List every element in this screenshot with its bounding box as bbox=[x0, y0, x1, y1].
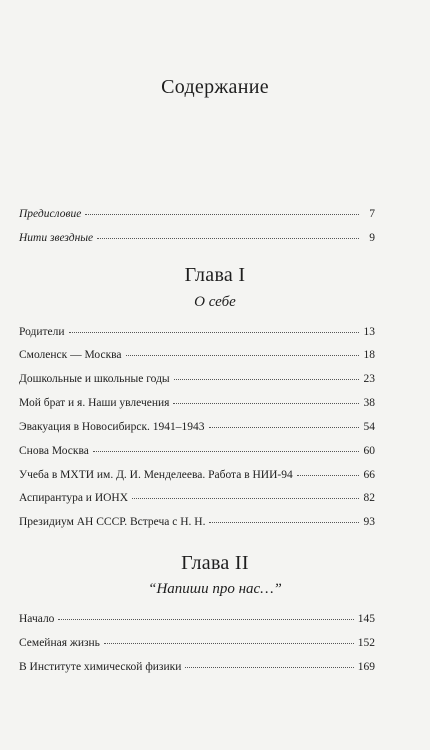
chapter-title: Глава II bbox=[181, 552, 249, 574]
toc-entry-label: Семейная жизнь bbox=[19, 637, 100, 649]
chapter-subtitle: “Напиши про нас…” bbox=[148, 581, 282, 597]
toc-entry-label: Эвакуация в Новосибирск. 1941–1943 bbox=[19, 421, 205, 433]
toc-entry bbox=[19, 636, 375, 650]
dot-leader bbox=[97, 237, 359, 239]
toc-entry bbox=[19, 515, 375, 529]
toc-entry-page: 13 bbox=[363, 326, 375, 338]
toc-entry-page: 145 bbox=[357, 613, 375, 625]
dot-leader bbox=[85, 213, 359, 215]
toc-entry bbox=[19, 660, 375, 674]
dot-leader bbox=[174, 378, 359, 380]
toc-entry-page: 23 bbox=[363, 373, 375, 385]
toc-entry-page: 169 bbox=[357, 661, 375, 673]
toc-entry-label: Президиум АН СССР. Встреча с Н. Н. bbox=[19, 516, 206, 528]
toc-entry bbox=[19, 325, 375, 339]
toc-entry-page: 93 bbox=[363, 516, 375, 528]
dot-leader bbox=[104, 642, 354, 644]
toc-entry bbox=[19, 491, 375, 505]
toc-entry-label: Начало bbox=[19, 613, 55, 625]
dot-leader bbox=[69, 331, 359, 333]
chapter-subtitle: О себе bbox=[194, 294, 236, 310]
dot-leader bbox=[209, 426, 359, 428]
toc-entry bbox=[19, 372, 375, 386]
toc-entry bbox=[19, 231, 375, 245]
toc-entry-page: 7 bbox=[369, 208, 375, 220]
toc-entry-page: 82 bbox=[363, 492, 375, 504]
toc-entry-page: 38 bbox=[363, 397, 375, 409]
dot-leader bbox=[185, 666, 353, 668]
toc-entry bbox=[19, 420, 375, 434]
dot-leader bbox=[93, 450, 359, 452]
toc-entry-label: Смоленск — Москва bbox=[19, 349, 122, 361]
chapter-title: Глава I bbox=[184, 264, 246, 286]
dot-leader bbox=[297, 474, 359, 476]
toc-entry-page: 152 bbox=[357, 637, 375, 649]
toc-entry bbox=[19, 396, 375, 410]
toc-entry bbox=[19, 207, 375, 221]
dot-leader bbox=[209, 521, 359, 523]
toc-entry bbox=[19, 348, 375, 362]
toc-entry-label: Родители bbox=[19, 326, 65, 338]
toc-entry-label: Аспирантура и ИОНХ bbox=[19, 492, 129, 504]
toc-entry-page: 60 bbox=[363, 445, 375, 457]
toc-entry-label: Снова Москва bbox=[19, 445, 89, 457]
toc-entry-label: Учеба в МХТИ им. Д. И. Менделеева. Работа в НИИ-94 bbox=[19, 469, 293, 481]
toc-entry bbox=[19, 468, 375, 482]
toc-entry-page: 18 bbox=[363, 349, 375, 361]
dot-leader bbox=[58, 618, 353, 620]
toc-entry-page: 9 bbox=[369, 232, 375, 244]
toc-title: Содержание bbox=[161, 76, 269, 98]
toc-entry-label: Дошкольные и школьные годы bbox=[19, 373, 170, 385]
dot-leader bbox=[132, 497, 359, 499]
toc-entry-page: 66 bbox=[363, 469, 375, 481]
toc-entry-label: Предисловие bbox=[19, 208, 82, 220]
dot-leader bbox=[126, 354, 359, 356]
toc-entry bbox=[19, 444, 375, 458]
toc-entry-label: Нити звездные bbox=[19, 232, 94, 244]
toc-entry-label: В Институте химической физики bbox=[19, 661, 182, 673]
toc-entry-page: 54 bbox=[363, 421, 375, 433]
dot-leader bbox=[173, 402, 359, 404]
toc-entry bbox=[19, 612, 375, 626]
toc-entry-label: Мой брат и я. Наши увлечения bbox=[19, 397, 170, 409]
